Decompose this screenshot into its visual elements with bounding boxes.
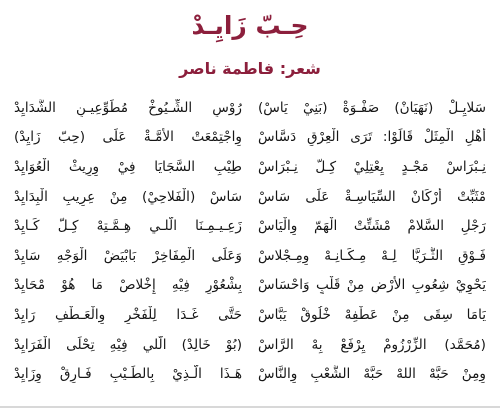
verse-left-hemistich: بِشْعُوْرٍ فِيْهِ إِخْلاصْ مَا هُوْ مْحَايِدْ: [14, 277, 242, 294]
verse-row: [14, 211, 486, 241]
verse-left-hemistich: زَعِـيـمِـنَا الَّلـي هِـمَّـتِهْ كِـلّ كَـايِدْ: [14, 218, 242, 235]
verse-right-hemistich: (مُحَمَّد) الزِّرْزُومْ يِرْفَعْ بِهْ الرَّاسْ: [258, 336, 486, 353]
verse-row: [14, 271, 486, 301]
verse-right-hemistich: يَحْوِيْ شِعُوبِ الأَرْضِ مِنْ قَلْبٍ وَاحْسَاسْ: [258, 277, 486, 294]
verse-left-hemistich: (بُوْ خَالِدْ) الَّلي فِيْهِ تِحْلَى الْفَرَايِدْ: [14, 336, 242, 353]
verse-row: [14, 300, 486, 330]
verse-row: [14, 123, 486, 153]
verse-row: [14, 152, 486, 182]
verse-left-hemistich: هَـذَا الَّـذِيْ بِالطِّـيْبِ فَـارِقْ وِزَايِدْ: [14, 366, 242, 383]
poem-body: [14, 93, 486, 389]
verse-row: [14, 93, 486, 123]
author-name: فاطمة ناصر: [179, 59, 275, 78]
verse-right-hemistich: سَلايِـلْ (نَهَيَانْ) صَفْـوَةْ (بَنِيْ يَاسْ): [258, 99, 486, 116]
verse-right-hemistich: وِمِنْ حَبَّهْ اللهْ حَبَّهْ الشَّعْبِ وِالنَّاسْ: [258, 366, 486, 383]
verse-left-hemistich: رُوْسِ الشِّـيُوخْ مُطَوِّعِيـنِ الشَّدَايِدْ: [14, 99, 242, 116]
verse-left-hemistich: وَعَلَى الْمِفَاخِرْ بَابْيَضْ الْوَجْهِ سَايِدْ: [14, 247, 242, 264]
verse-left-hemistich: سَاسْ (الْفَلاحِيْ) مِنْ عِرِيبِ الْبِدَايِدْ: [14, 188, 242, 205]
verse-left-hemistich: طِيْبِ السَّجَايَا فِيْ وِرِيثْ الْعُوَايِدْ: [14, 158, 242, 175]
verse-right-hemistich: مْثَبِّتْ أَرْكَانْ السِّيَاسِـةْ عَلَى سَاسْ: [258, 188, 486, 205]
verse-right-hemistich: فَـوْقِ الثُّـرَيَّا لِـهْ مِـكَـانِـهْ وِمِـجْلاسْ: [258, 247, 486, 264]
verse-right-hemistich: نِـبْرَاسْ مَجْـدٍ يِعْتِلِيْ كِـلّ نِـبْرَاسْ: [258, 158, 486, 175]
verse-left-hemistich: حَتَّى غَـدَا لِلْفَخْرِ وِالْعَـطْفِ رَايِدْ: [14, 306, 242, 323]
poem-title: حِـبّ زَايِـدْ: [191, 11, 309, 40]
author-label: شعر:: [279, 59, 321, 78]
verse-row: [14, 330, 486, 360]
verse-row: [14, 182, 486, 212]
verse-right-hemistich: رَجْلِ السَّلامْ مْشَتِّتْ الْهَمّ وِالْيَاسْ: [258, 218, 486, 235]
verse-left-hemistich: وِاجْتِمْعَتْ الأُمَّـةْ عَلَى (حِبّ زَايِدْ): [14, 129, 242, 146]
poem-author: [0, 57, 500, 81]
verse-row: [14, 359, 486, 389]
verse-right-hemistich: أَهْلِ الْمِثَلْ قَالَوْا: تَرَى الْعِرْقِ دَسَّاسْ: [258, 129, 486, 146]
verse-row: [14, 241, 486, 271]
verse-right-hemistich: يَامَا سِقَى مِنْ عَطْفِهْ خْلُوقْ يَبَّاسْ: [258, 306, 486, 323]
